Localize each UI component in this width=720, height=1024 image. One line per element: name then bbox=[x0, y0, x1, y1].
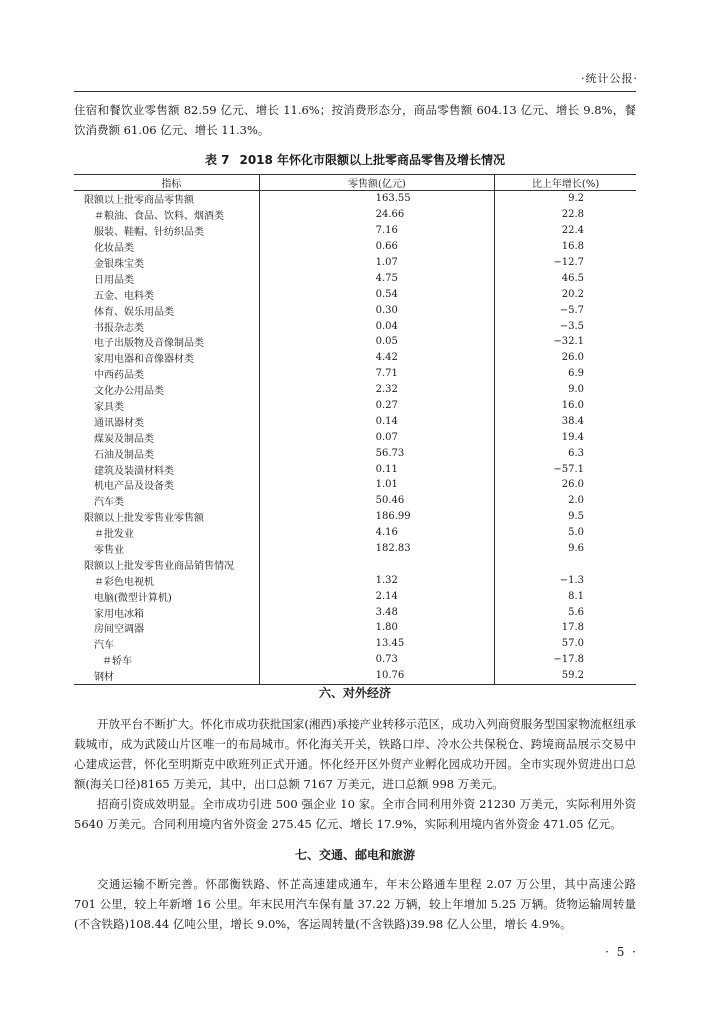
row-indicator: 电子出版物及音像制品类 bbox=[94, 338, 204, 350]
column-header-retail: 零售额(亿元) bbox=[259, 175, 495, 191]
row-growth-value: −32.1 bbox=[495, 334, 636, 350]
row-growth-value: 9.2 bbox=[495, 191, 636, 207]
row-indicator: 日用品类 bbox=[94, 274, 134, 286]
column-header-indicator: 指标 bbox=[74, 175, 259, 191]
row-retail-value: 24.66 bbox=[259, 207, 495, 223]
row-growth-value: 38.4 bbox=[495, 413, 636, 429]
row-growth-value: 6.9 bbox=[495, 366, 636, 382]
row-indicator: 中西药品类 bbox=[94, 370, 144, 382]
table-row bbox=[74, 239, 636, 255]
row-retail-value: 0.27 bbox=[259, 398, 495, 414]
row-indicator: 家具类 bbox=[94, 402, 124, 414]
row-indicator: 电脑(微型计算机) bbox=[94, 592, 172, 604]
row-growth-value: 22.8 bbox=[495, 207, 636, 223]
table-row bbox=[74, 445, 636, 461]
table-row bbox=[74, 477, 636, 493]
row-growth-value: 2.0 bbox=[495, 493, 636, 509]
row-retail-value: 13.45 bbox=[259, 636, 495, 652]
row-growth-value: −12.7 bbox=[495, 255, 636, 271]
row-retail-value: 0.04 bbox=[259, 318, 495, 334]
intro-paragraph: 住宿和餐饮业零售额 82.59 亿元、增长 11.6%；按消费形态分，商品零售额 604.13 亿元、增长 9.8%，餐饮消费额 61.06 亿元、增长 11.3%。 bbox=[74, 103, 636, 137]
row-retail-value: 182.83 bbox=[259, 541, 495, 557]
page-number: · 5 · bbox=[605, 945, 638, 959]
table-row bbox=[74, 620, 636, 636]
table-row bbox=[74, 270, 636, 286]
table-row bbox=[74, 461, 636, 477]
row-indicator: 五金、电料类 bbox=[94, 290, 154, 302]
row-retail-value: 56.73 bbox=[259, 445, 495, 461]
row-retail-value: 4.42 bbox=[259, 350, 495, 366]
row-indicator: 限额以上批发零售业零售额 bbox=[84, 513, 204, 525]
row-indicator: 限额以上批发零售业商品销售情况 bbox=[84, 560, 234, 572]
table-row bbox=[74, 413, 636, 429]
table-title bbox=[74, 151, 636, 168]
row-growth-value: 5.6 bbox=[495, 604, 636, 620]
row-retail-value: 4.16 bbox=[259, 525, 495, 541]
table-row bbox=[74, 525, 636, 541]
table-row bbox=[74, 541, 636, 557]
row-indicator: 房间空调器 bbox=[94, 624, 144, 636]
row-growth-value: 6.3 bbox=[495, 445, 636, 461]
row-indicator: 体育、娱乐用品类 bbox=[94, 306, 174, 318]
section6-paragraph-1: 开放平台不断扩大。怀化市成功获批国家(湘西)承接产业转移示范区，成功入列商贸服务型国家物流枢纽承载城市，成为武陵山片区唯一的布局城市。怀化海关开关，铁路口岸、冷水公共保税仓、跨境商品展示交易中心建成运营，怀化至明斯克中欧班列正式开通。怀化经开区外贸产业孵化园成功开园。全市实现外贸进出口总额(海关口径)8165 万美元，其中，出口总额 7167 万美元，进口总额 998 万美元。 bbox=[74, 717, 636, 791]
row-retail-value: 0.07 bbox=[259, 429, 495, 445]
row-indicator: 钢材 bbox=[94, 672, 114, 684]
table-row bbox=[74, 366, 636, 382]
table-row bbox=[74, 255, 636, 271]
row-growth-value: 9.0 bbox=[495, 382, 636, 398]
row-growth-value: 46.5 bbox=[495, 270, 636, 286]
row-retail-value: 1.07 bbox=[259, 255, 495, 271]
row-growth-value: 8.1 bbox=[495, 588, 636, 604]
table-row bbox=[74, 429, 636, 445]
row-retail-value: 1.01 bbox=[259, 477, 495, 493]
row-indicator: 书报杂志类 bbox=[94, 322, 144, 334]
table-row bbox=[74, 191, 636, 207]
row-retail-value: 1.32 bbox=[259, 572, 495, 588]
row-retail-value: 2.32 bbox=[259, 382, 495, 398]
section-heading-foreign-economy: 六、对外经济 bbox=[318, 686, 391, 700]
row-growth-value: 5.0 bbox=[495, 525, 636, 541]
row-growth-value: 9.5 bbox=[495, 509, 636, 525]
table-row bbox=[74, 652, 636, 668]
table-row bbox=[74, 350, 636, 366]
table-row bbox=[74, 207, 636, 223]
row-growth-value: 22.4 bbox=[495, 223, 636, 239]
row-growth-value: −1.3 bbox=[495, 572, 636, 588]
row-indicator: 机电产品及设备类 bbox=[94, 481, 174, 493]
table-body bbox=[74, 191, 636, 685]
row-growth-value: 26.0 bbox=[495, 350, 636, 366]
row-indicator: ＃批发业 bbox=[94, 529, 134, 541]
table-row bbox=[74, 382, 636, 398]
table-row bbox=[74, 334, 636, 350]
row-indicator: 服装、鞋帽、针纺织品类 bbox=[94, 227, 204, 239]
table-row bbox=[74, 572, 636, 588]
header-tag: ·统计公报· bbox=[581, 72, 638, 85]
row-growth-value: 20.2 bbox=[495, 286, 636, 302]
row-indicator: 石油及制品类 bbox=[94, 449, 154, 461]
row-growth-value: 17.8 bbox=[495, 620, 636, 636]
table-header-row bbox=[74, 175, 636, 191]
table-row bbox=[74, 318, 636, 334]
table-title-text: 2018 年怀化市限额以上批零商品零售及增长情况 bbox=[239, 153, 506, 167]
row-indicator: 汽车类 bbox=[94, 497, 124, 509]
row-indicator: 煤炭及制品类 bbox=[94, 433, 154, 445]
row-indicator: ＃轿车 bbox=[102, 656, 132, 668]
row-retail-value bbox=[259, 556, 495, 572]
row-growth-value: 19.4 bbox=[495, 429, 636, 445]
row-retail-value: 186.99 bbox=[259, 509, 495, 525]
header-rule bbox=[74, 91, 636, 92]
row-indicator: 零售业 bbox=[94, 545, 124, 557]
table-row bbox=[74, 668, 636, 684]
row-retail-value: 163.55 bbox=[259, 191, 495, 207]
row-indicator: 限额以上批零商品零售额 bbox=[84, 195, 194, 207]
row-retail-value: 7.16 bbox=[259, 223, 495, 239]
row-retail-value: 0.73 bbox=[259, 652, 495, 668]
row-growth-value bbox=[495, 556, 636, 572]
row-retail-value: 4.75 bbox=[259, 270, 495, 286]
table-row bbox=[74, 556, 636, 572]
row-retail-value: 0.54 bbox=[259, 286, 495, 302]
row-indicator: 化妆品类 bbox=[94, 243, 134, 255]
row-growth-value: 26.0 bbox=[495, 477, 636, 493]
row-retail-value: 3.48 bbox=[259, 604, 495, 620]
row-retail-value: 1.80 bbox=[259, 620, 495, 636]
section6-paragraph-2: 招商引资成效明显。全市成功引进 500 强企业 10 家。全市合同利用外资 21230 万美元，实际利用外资 5640 万美元。合同利用境内省外资金 275.45 亿元、增长 17.9%，实际利用境内省外资金 471.05 亿元。 bbox=[74, 797, 636, 831]
row-retail-value: 0.14 bbox=[259, 413, 495, 429]
section7-paragraph-1: 交通运输不断完善。怀邵衡铁路、怀芷高速建成通车，年末公路通车里程 2.07 万公里，其中高速公路 701 公里，较上年新增 16 公里。年末民用汽车保有量 37.22 万辆，较上年增加 5.25 万辆。货物运输周转量(不含铁路)108.44 亿吨公里，增长 9.0%，客运周转量(不含铁路)39.98 亿人公里，增长 4.9%。 bbox=[74, 877, 636, 931]
table-row bbox=[74, 636, 636, 652]
table-row bbox=[74, 604, 636, 620]
row-growth-value: −3.5 bbox=[495, 318, 636, 334]
row-indicator: 汽车 bbox=[94, 640, 114, 652]
table-row bbox=[74, 588, 636, 604]
table-row bbox=[74, 509, 636, 525]
row-indicator: 家用电器和音像器材类 bbox=[94, 354, 194, 366]
row-retail-value: 50.46 bbox=[259, 493, 495, 509]
row-indicator: 建筑及装潢材料类 bbox=[94, 465, 174, 477]
row-retail-value: 0.30 bbox=[259, 302, 495, 318]
section-heading-transport: 七、交通、邮电和旅游 bbox=[294, 848, 415, 862]
row-growth-value: −57.1 bbox=[495, 461, 636, 477]
row-growth-value: −5.7 bbox=[495, 302, 636, 318]
row-growth-value: 16.0 bbox=[495, 398, 636, 414]
row-indicator: 家用电冰箱 bbox=[94, 608, 144, 620]
retail-table bbox=[74, 174, 636, 685]
row-retail-value: 0.05 bbox=[259, 334, 495, 350]
table-row bbox=[74, 398, 636, 414]
table-number: 表 7 bbox=[204, 153, 230, 167]
row-retail-value: 10.76 bbox=[259, 668, 495, 684]
table-row bbox=[74, 493, 636, 509]
row-indicator: 通讯器材类 bbox=[94, 417, 144, 429]
table-row bbox=[74, 223, 636, 239]
row-indicator: ＃粮油、食品、饮料、烟酒类 bbox=[94, 211, 224, 223]
row-growth-value: 59.2 bbox=[495, 668, 636, 684]
row-indicator: 金银珠宝类 bbox=[94, 259, 144, 270]
row-growth-value: 9.6 bbox=[495, 541, 636, 557]
row-growth-value: 57.0 bbox=[495, 636, 636, 652]
table-row bbox=[74, 286, 636, 302]
row-indicator: ＃彩色电视机 bbox=[94, 576, 154, 588]
row-indicator: 文化办公用品类 bbox=[94, 386, 164, 398]
row-retail-value: 7.71 bbox=[259, 366, 495, 382]
row-retail-value: 0.11 bbox=[259, 461, 495, 477]
column-header-growth: 比上年增长(%) bbox=[495, 175, 636, 191]
row-retail-value: 0.66 bbox=[259, 239, 495, 255]
row-growth-value: −17.8 bbox=[495, 652, 636, 668]
row-retail-value: 2.14 bbox=[259, 588, 495, 604]
row-growth-value: 16.8 bbox=[495, 239, 636, 255]
table-row bbox=[74, 302, 636, 318]
